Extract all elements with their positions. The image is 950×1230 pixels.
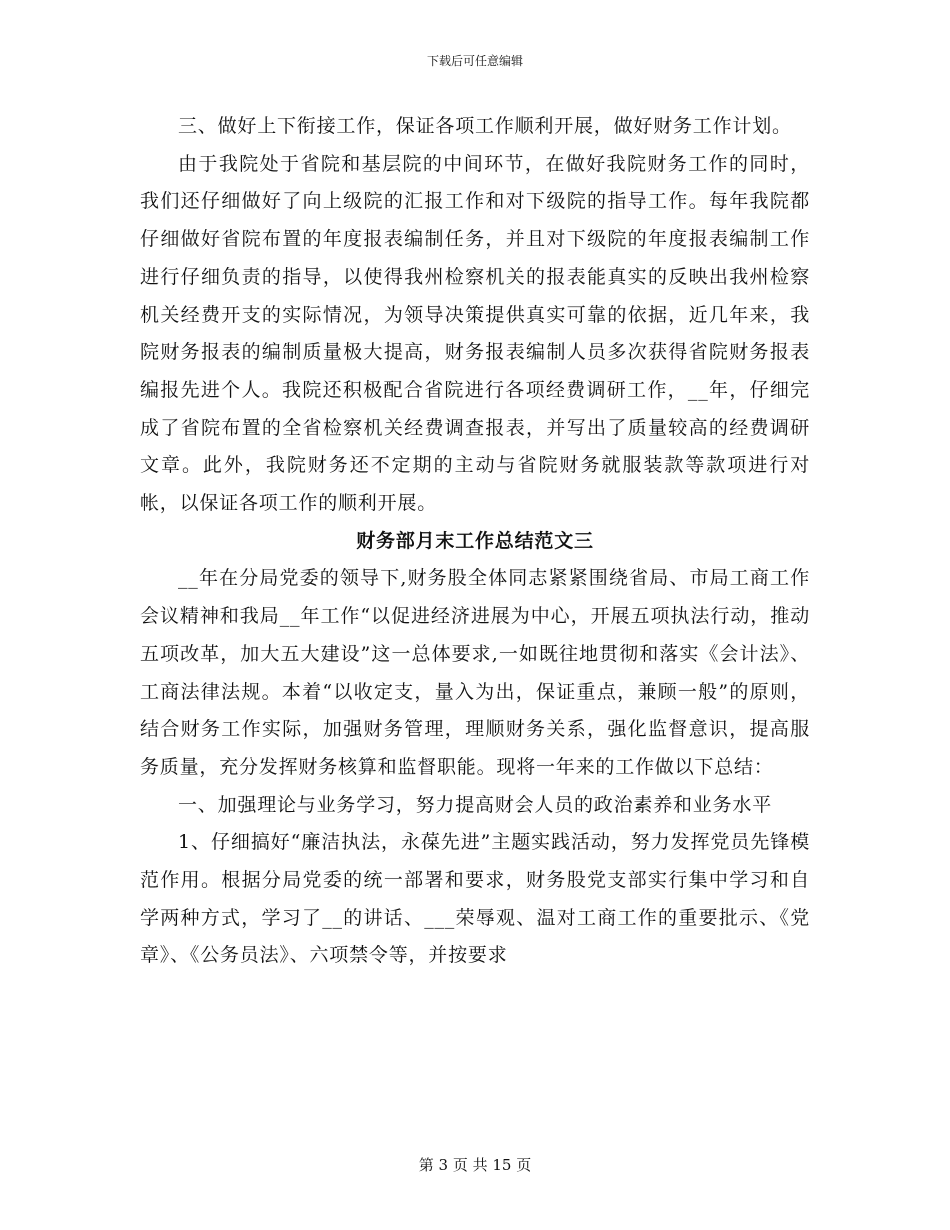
paragraph-coordination: 由于我院处于省院和基层院的中间环节，在做好我院财务工作的同时，我们还仔细做好了向上级院的汇报工作和对下级院的指导工作。每年我院都仔细做好省院布置的年度报表编制任务，并且对下级院的年度报表编制工作进行仔细负责的指导，以使得我州检察机关的报表能真实的反映出我州检察机关经费开支的实际情况，为领导决策提供真实可靠的依据，近几年来，我院财务报表的编制质量极大提高，财务报表编制人员多次获得省院财务报表编报先进个人。我院还积极配合省院进行各项经费调研工作，__年，仔细完成了省院布置的全省检察机关经费调查报表，并写出了质量较高的经费调研文章。此外，我院财务还不定期的主动与省院财务就服装款等款项进行对帐，以保证各项工作的顺利开展。	[140, 152, 810, 515]
document-body	[140, 108, 810, 975]
section-heading: 财务部月末工作总结范文三	[356, 529, 594, 552]
paragraph-item-one-sub-one: 1、仔细搞好“廉洁执法，永葆先进”主题实践活动，努力发挥党员先锋模范作用。根据分局党委的统一部署和要求，财务股党支部实行集中学习和自学两种方式，学习了__的讲话、___荣辱观、温对工商工作的重要批示、《党章》、《公务员法》、六项禁令等，并按要求	[140, 831, 810, 967]
paragraph-section-three: 三、做好上下衔接工作，保证各项工作顺利开展，做好财务工作计划。	[178, 115, 792, 137]
paragraph-overview: __年在分局党委的领导下,财务股全体同志紧紧围绕省局、市局工商工作会议精神和我局__年工作“以促进经济进展为中心，开展五项执法行动，推动五项改革，加大五大建设”这一总体要求,一如既往地贯彻和落实《会计法》、工商法律法规。本着“以收定支，量入为出，保证重点，兼顾一般”的原则，结合财务工作实际，加强财务管理，理顺财务关系，强化监督意识，提高服务质量，充分发挥财务核算和监督职能。现将一年来的工作做以下总结：	[140, 567, 810, 778]
page-footer: 第 3 页 共 15 页	[418, 1156, 532, 1174]
page-header: 下载后可任意编辑	[426, 54, 523, 68]
paragraph-item-one: 一、加强理论与业务学习，努力提高财会人员的政治素养和业务水平	[178, 793, 773, 816]
